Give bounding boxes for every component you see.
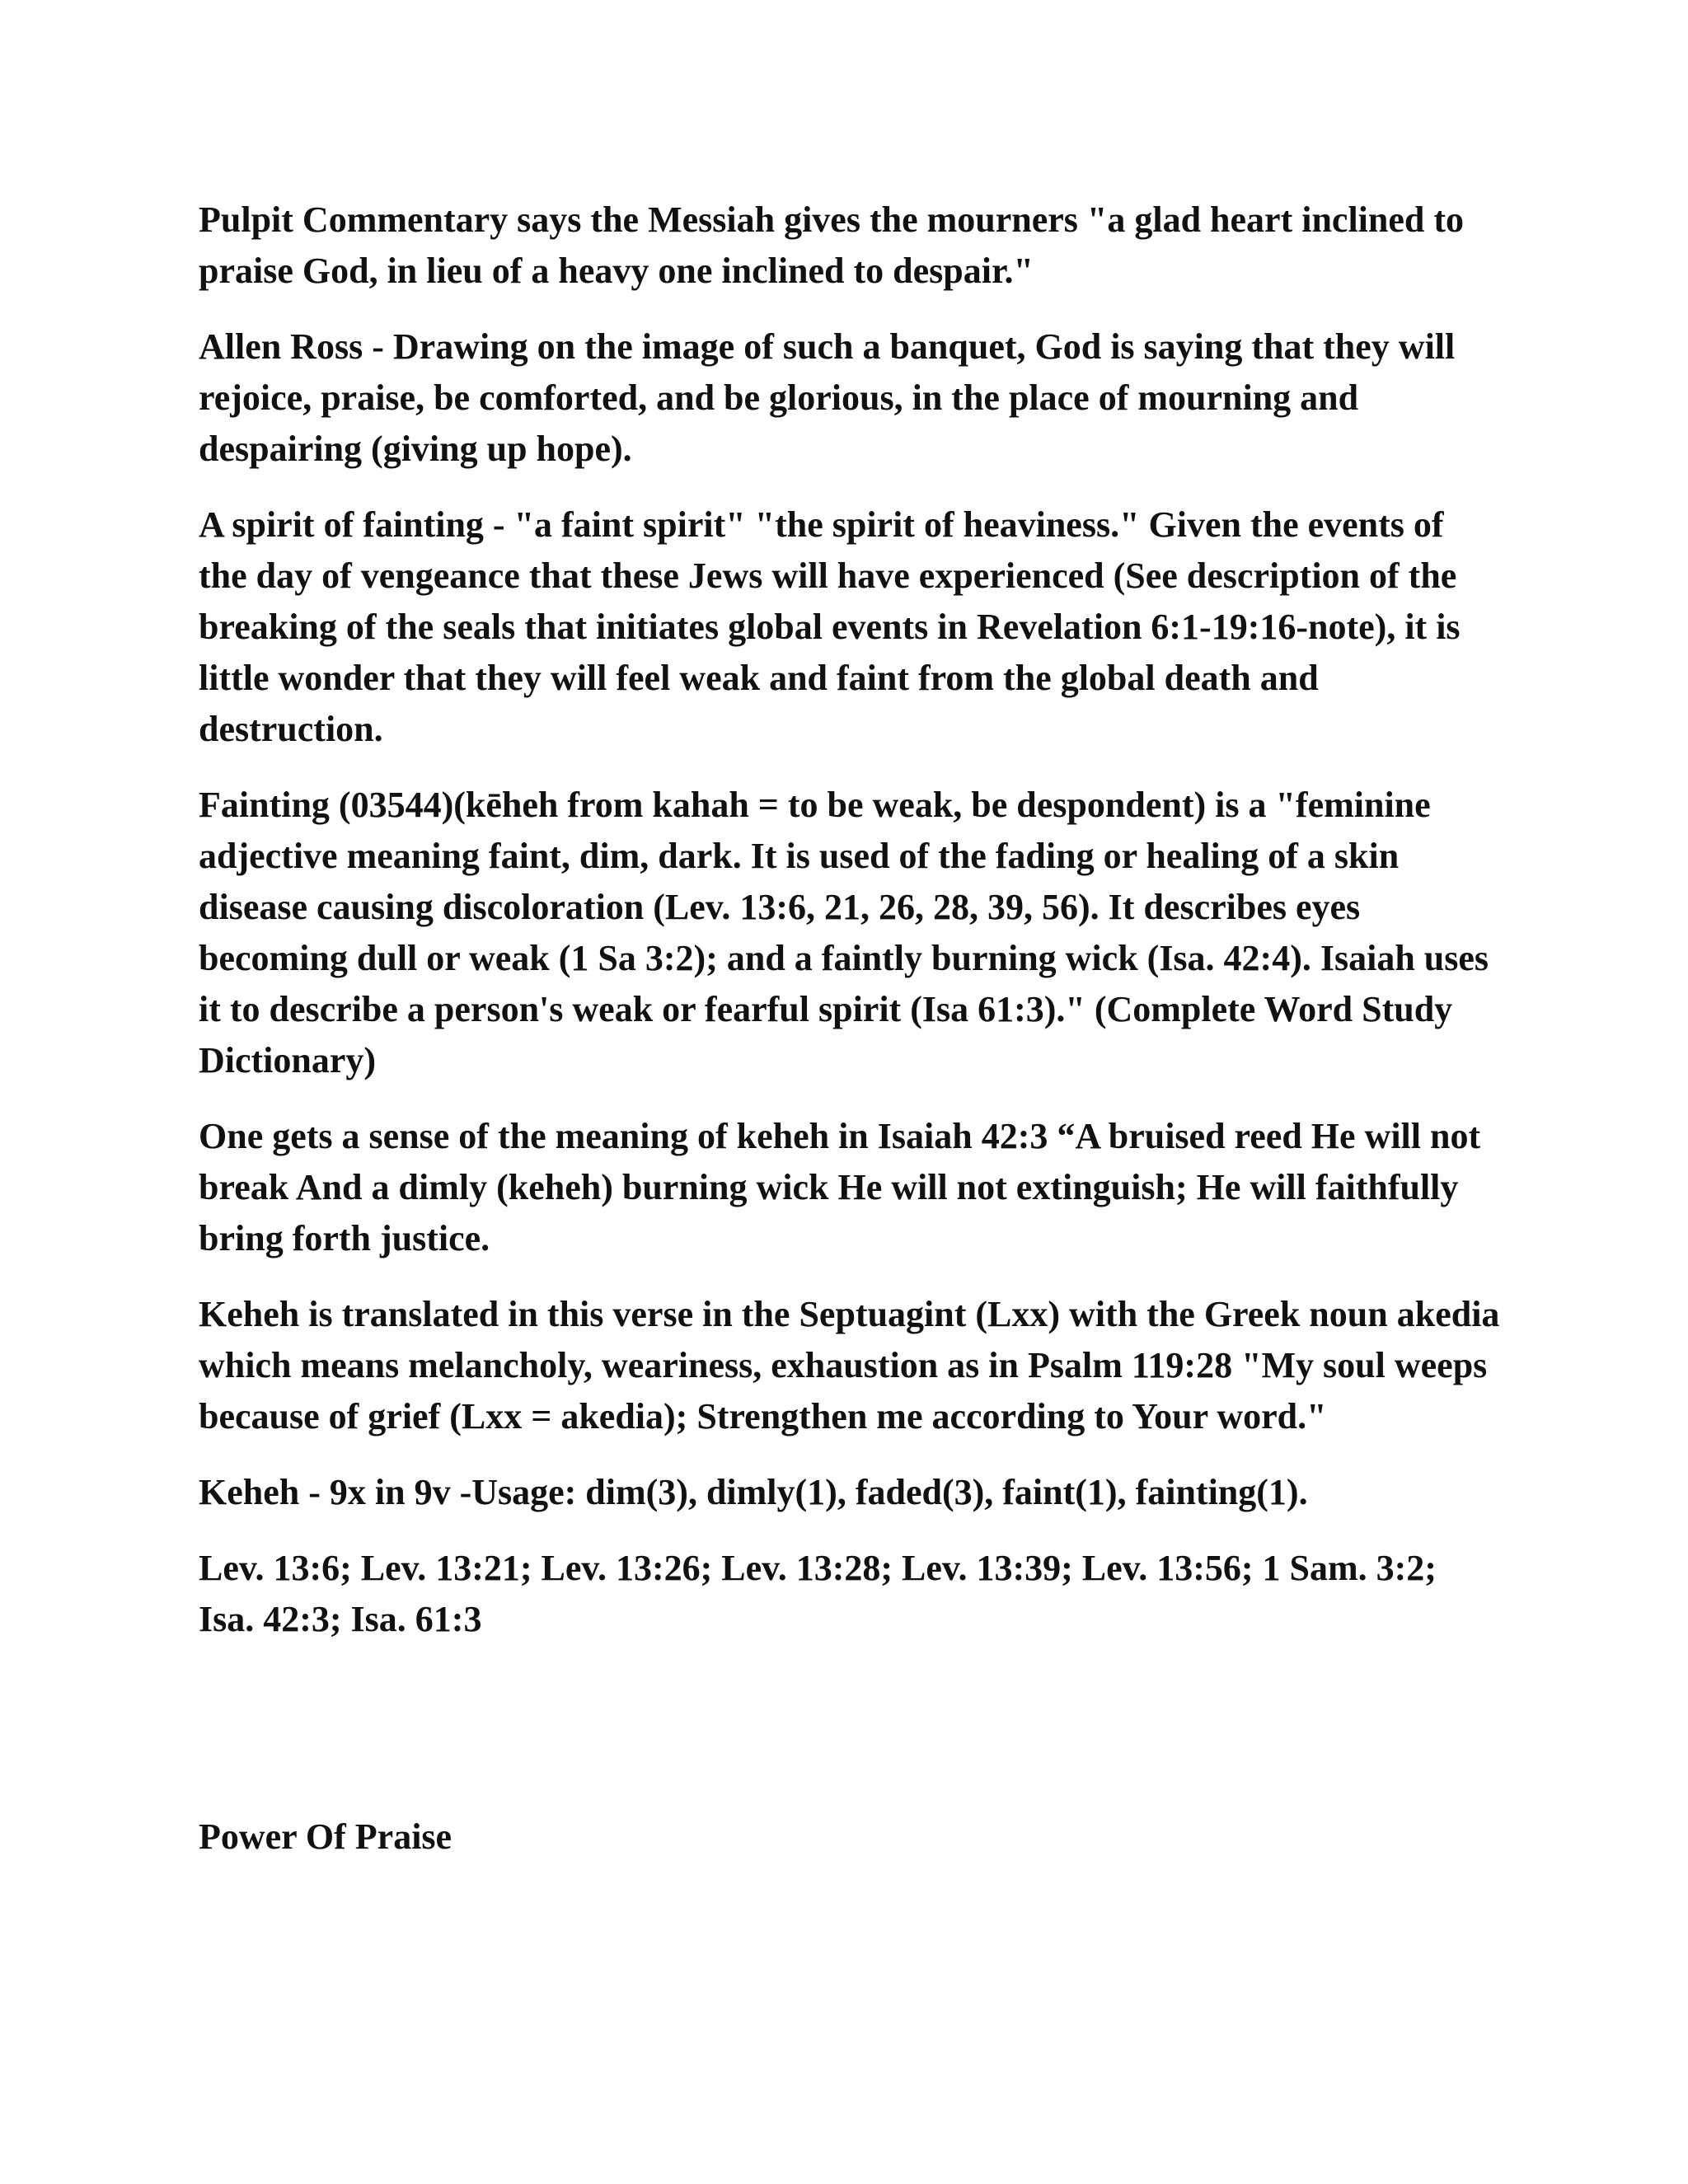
paragraph-spirit-of-fainting: A spirit of fainting - "a faint spirit" "the spirit of heaviness." Given the events of the day of vengeance that these Jews will have experienced (See description of the breaking of the seals that initiates global events in Revelation 6:1-19:16-note), it is little wonder that they will feel weak and faint from the global death and destruction. [199,504,1461,749]
paragraph-fainting-definition: Fainting (03544)(kēheh from kahah = to be weak, be despondent) is a "feminine adjective meaning faint, dim, dark. It is used of the fading or healing of a skin disease causing discoloration (Lev. 13:6, 21, 26, 28, 39, 56). It describes eyes becoming dull or weak (1 Sa 3:2); and a faintly burning wick (Isa. 42:4). Isaiah uses it to describe a person's weak or fearful spirit (Isa 61:3)." (Complete Word Study Dictionary) [199,785,1489,1080]
document-body [199,194,1501,1670]
paragraph-isaiah-42-3: One gets a sense of the meaning of keheh in Isaiah 42:3 “A bruised reed He will not break And a dimly (keheh) burning wick He will not extinguish; He will faithfully bring forth justice. [199,1116,1481,1258]
section-heading: Power Of Praise [199,1816,452,1857]
paragraph-references: Lev. 13:6; Lev. 13:21; Lev. 13:26; Lev. 13:28; Lev. 13:39; Lev. 13:56; 1 Sam. 3:2; Isa. 42:3; Isa. 61:3 [199,1548,1437,1639]
paragraph-pulpit-commentary: Pulpit Commentary says the Messiah gives the mourners "a glad heart inclined to praise God, in lieu of a heavy one inclined to despair." [199,199,1465,291]
paragraph-septuagint: Keheh is translated in this verse in the Septuagint (Lxx) with the Greek noun akedia which means melancholy, weariness, exhaustion as in Psalm 119:28 "My soul weeps because of grief (Lxx = akedia); Strengthen me according to Your word." [199,1294,1500,1436]
paragraph-usage: Keheh - 9x in 9v -Usage: dim(3), dimly(1), faded(3), faint(1), fainting(1). [199,1472,1308,1512]
paragraph-allen-ross: Allen Ross - Drawing on the image of such a banquet, God is saying that they will rejoice, praise, be comforted, and be glorious, in the place of mourning and despairing (giving up hope). [199,326,1456,469]
